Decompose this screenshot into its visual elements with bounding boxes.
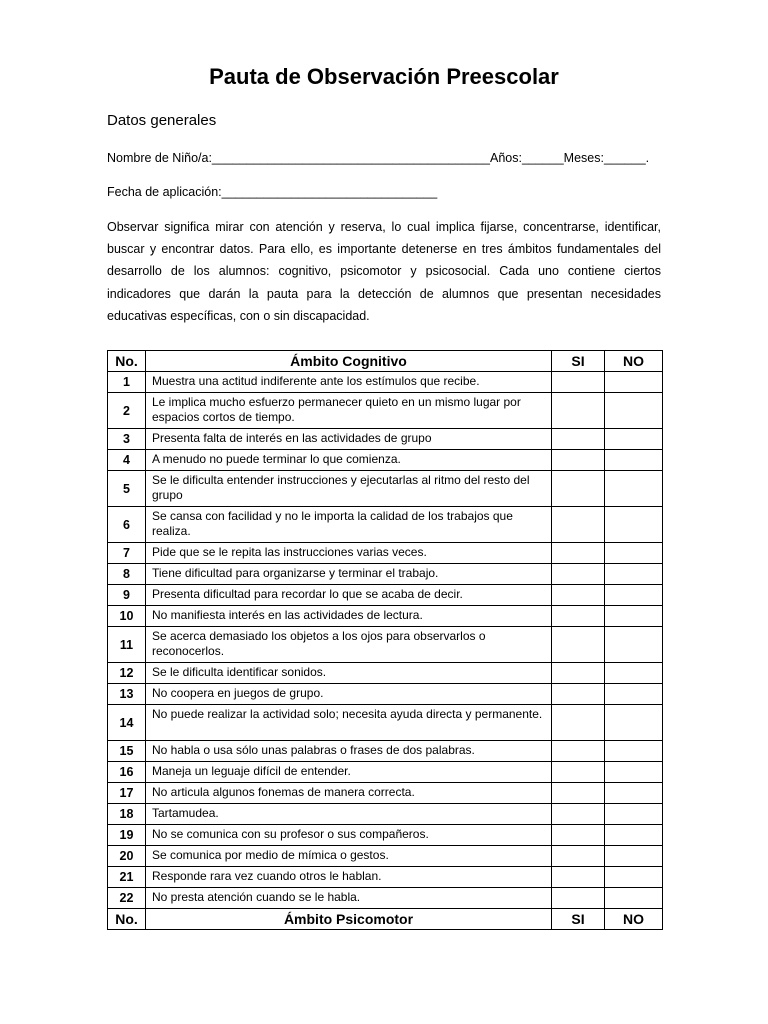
table-row: [108, 471, 663, 507]
page-title: Pauta de Observación Preescolar: [209, 64, 559, 89]
row-number: 2: [108, 393, 146, 429]
row-number: 9: [108, 585, 146, 606]
table-row: [108, 846, 663, 867]
table-row: [108, 564, 663, 585]
no-checkbox-cell[interactable]: [605, 393, 663, 429]
si-checkbox-cell[interactable]: [552, 783, 605, 804]
table-row: [108, 741, 663, 762]
no-checkbox-cell[interactable]: [605, 825, 663, 846]
no-checkbox-cell[interactable]: [605, 471, 663, 507]
row-number: 12: [108, 663, 146, 684]
si-checkbox-cell[interactable]: [552, 762, 605, 783]
indicator-text: Pide que se le repita las instrucciones varias veces.: [146, 543, 552, 564]
table-row: [108, 762, 663, 783]
row-number: 5: [108, 471, 146, 507]
table-row: [108, 867, 663, 888]
section-heading: Datos generales: [107, 112, 217, 129]
table-row: [108, 543, 663, 564]
table-row: [108, 393, 663, 429]
name-field-line: Nombre de Niño/a:________________________________________Años:______Meses:______.: [107, 151, 650, 165]
header-si: SI: [552, 351, 605, 372]
row-number: 3: [108, 429, 146, 450]
table-row: [108, 684, 663, 705]
no-checkbox-cell[interactable]: [605, 663, 663, 684]
table-row: [108, 783, 663, 804]
row-number: 7: [108, 543, 146, 564]
si-checkbox-cell[interactable]: [552, 627, 605, 663]
table-header-row: [108, 351, 663, 372]
table-row: [108, 627, 663, 663]
indicator-text: Tiene dificultad para organizarse y terminar el trabajo.: [146, 564, 552, 585]
no-checkbox-cell[interactable]: [605, 543, 663, 564]
table-row: [108, 606, 663, 627]
no-checkbox-cell[interactable]: [605, 705, 663, 741]
indicator-text: No se comunica con su profesor o sus compañeros.: [146, 825, 552, 846]
indicator-text: Se comunica por medio de mímica o gestos.: [146, 846, 552, 867]
no-checkbox-cell[interactable]: [605, 627, 663, 663]
table-row: [108, 804, 663, 825]
si-checkbox-cell[interactable]: [552, 888, 605, 909]
row-number: 22: [108, 888, 146, 909]
indicator-text: No manifiesta interés en las actividades de lectura.: [146, 606, 552, 627]
table-row: [108, 372, 663, 393]
table-row: [108, 705, 663, 741]
table-row: [108, 663, 663, 684]
indicator-text: Tartamudea.: [146, 804, 552, 825]
indicator-text: Se le dificulta entender instrucciones y ejecutarlas al ritmo del resto del grupo: [146, 471, 552, 507]
si-checkbox-cell[interactable]: [552, 429, 605, 450]
footer-no: No.: [108, 909, 146, 930]
indicator-text: Responde rara vez cuando otros le hablan.: [146, 867, 552, 888]
row-number: 21: [108, 867, 146, 888]
indicator-text: Maneja un leguaje difícil de entender.: [146, 762, 552, 783]
no-checkbox-cell[interactable]: [605, 804, 663, 825]
row-number: 17: [108, 783, 146, 804]
row-number: 16: [108, 762, 146, 783]
header-no: No.: [108, 351, 146, 372]
indicator-text: No articula algunos fonemas de manera correcta.: [146, 783, 552, 804]
row-number: 18: [108, 804, 146, 825]
no-checkbox-cell[interactable]: [605, 585, 663, 606]
si-checkbox-cell[interactable]: [552, 867, 605, 888]
table-row: [108, 507, 663, 543]
si-checkbox-cell[interactable]: [552, 684, 605, 705]
indicator-text: Se le dificulta identificar sonidos.: [146, 663, 552, 684]
indicator-text: No puede realizar la actividad solo; necesita ayuda directa y permanente.: [146, 705, 552, 741]
no-checkbox-cell[interactable]: [605, 372, 663, 393]
row-number: 15: [108, 741, 146, 762]
indicator-text: Presenta dificultad para recordar lo que se acaba de decir.: [146, 585, 552, 606]
row-number: 20: [108, 846, 146, 867]
no-checkbox-cell[interactable]: [605, 564, 663, 585]
si-checkbox-cell[interactable]: [552, 705, 605, 741]
no-checkbox-cell[interactable]: [605, 846, 663, 867]
no-checkbox-cell[interactable]: [605, 606, 663, 627]
no-checkbox-cell[interactable]: [605, 867, 663, 888]
indicator-text: Se acerca demasiado los objetos a los ojos para observarlos o reconocerlos.: [146, 627, 552, 663]
row-number: 11: [108, 627, 146, 663]
si-checkbox-cell[interactable]: [552, 372, 605, 393]
table-row: [108, 429, 663, 450]
header-ambito-cognitivo: Ámbito Cognitivo: [146, 351, 552, 372]
no-checkbox-cell[interactable]: [605, 888, 663, 909]
si-checkbox-cell[interactable]: [552, 585, 605, 606]
si-checkbox-cell[interactable]: [552, 450, 605, 471]
si-checkbox-cell[interactable]: [552, 804, 605, 825]
row-number: 6: [108, 507, 146, 543]
row-number: 8: [108, 564, 146, 585]
indicator-text: No presta atención cuando se le habla.: [146, 888, 552, 909]
footer-ambito-psicomotor: Ámbito Psicomotor: [146, 909, 552, 930]
row-number: 19: [108, 825, 146, 846]
row-number: 14: [108, 705, 146, 741]
row-number: 1: [108, 372, 146, 393]
si-checkbox-cell[interactable]: [552, 507, 605, 543]
si-checkbox-cell[interactable]: [552, 663, 605, 684]
no-checkbox-cell[interactable]: [605, 762, 663, 783]
no-checkbox-cell[interactable]: [605, 450, 663, 471]
table-row: [108, 450, 663, 471]
observation-table: [107, 350, 663, 930]
indicator-text: A menudo no puede terminar lo que comienza.: [146, 450, 552, 471]
table-footer-row: [108, 909, 663, 930]
si-checkbox-cell[interactable]: [552, 825, 605, 846]
header-no-col: NO: [605, 351, 663, 372]
row-number: 13: [108, 684, 146, 705]
indicator-text: Presenta falta de interés en las actividades de grupo: [146, 429, 552, 450]
intro-paragraph: Observar significa mirar con atención y reserva, lo cual implica fijarse, concentrarse, identificar, buscar y encontrar datos. Para ello, es importante detenerse en tres ámbitos fundamentales del desarrollo de los alumnos: cognitivo, psicomotor y psicosocial. Cada uno contiene ciertos indicadores que darán la pauta para la detección de alumnos que presentan necesidades educativas específicas, con o sin discapacidad.: [107, 220, 661, 323]
si-checkbox-cell[interactable]: [552, 564, 605, 585]
si-checkbox-cell[interactable]: [552, 543, 605, 564]
si-checkbox-cell[interactable]: [552, 846, 605, 867]
si-checkbox-cell[interactable]: [552, 741, 605, 762]
row-number: 4: [108, 450, 146, 471]
indicator-text: No coopera en juegos de grupo.: [146, 684, 552, 705]
footer-si: SI: [552, 909, 605, 930]
table-row: [108, 825, 663, 846]
footer-no-col: NO: [605, 909, 663, 930]
no-checkbox-cell[interactable]: [605, 684, 663, 705]
indicator-text: No habla o usa sólo unas palabras o frases de dos palabras.: [146, 741, 552, 762]
indicator-text: Le implica mucho esfuerzo permanecer quieto en un mismo lugar por espacios cortos de tiempo.: [146, 393, 552, 429]
no-checkbox-cell[interactable]: [605, 783, 663, 804]
table-row: [108, 585, 663, 606]
indicator-text: Muestra una actitud indiferente ante los estímulos que recibe.: [146, 372, 552, 393]
si-checkbox-cell[interactable]: [552, 471, 605, 507]
no-checkbox-cell[interactable]: [605, 507, 663, 543]
si-checkbox-cell[interactable]: [552, 393, 605, 429]
date-field-line: Fecha de aplicación:_______________________________: [107, 185, 438, 199]
no-checkbox-cell[interactable]: [605, 429, 663, 450]
indicator-text: Se cansa con facilidad y no le importa la calidad de los trabajos que realiza.: [146, 507, 552, 543]
row-number: 10: [108, 606, 146, 627]
table-row: [108, 888, 663, 909]
no-checkbox-cell[interactable]: [605, 741, 663, 762]
si-checkbox-cell[interactable]: [552, 606, 605, 627]
